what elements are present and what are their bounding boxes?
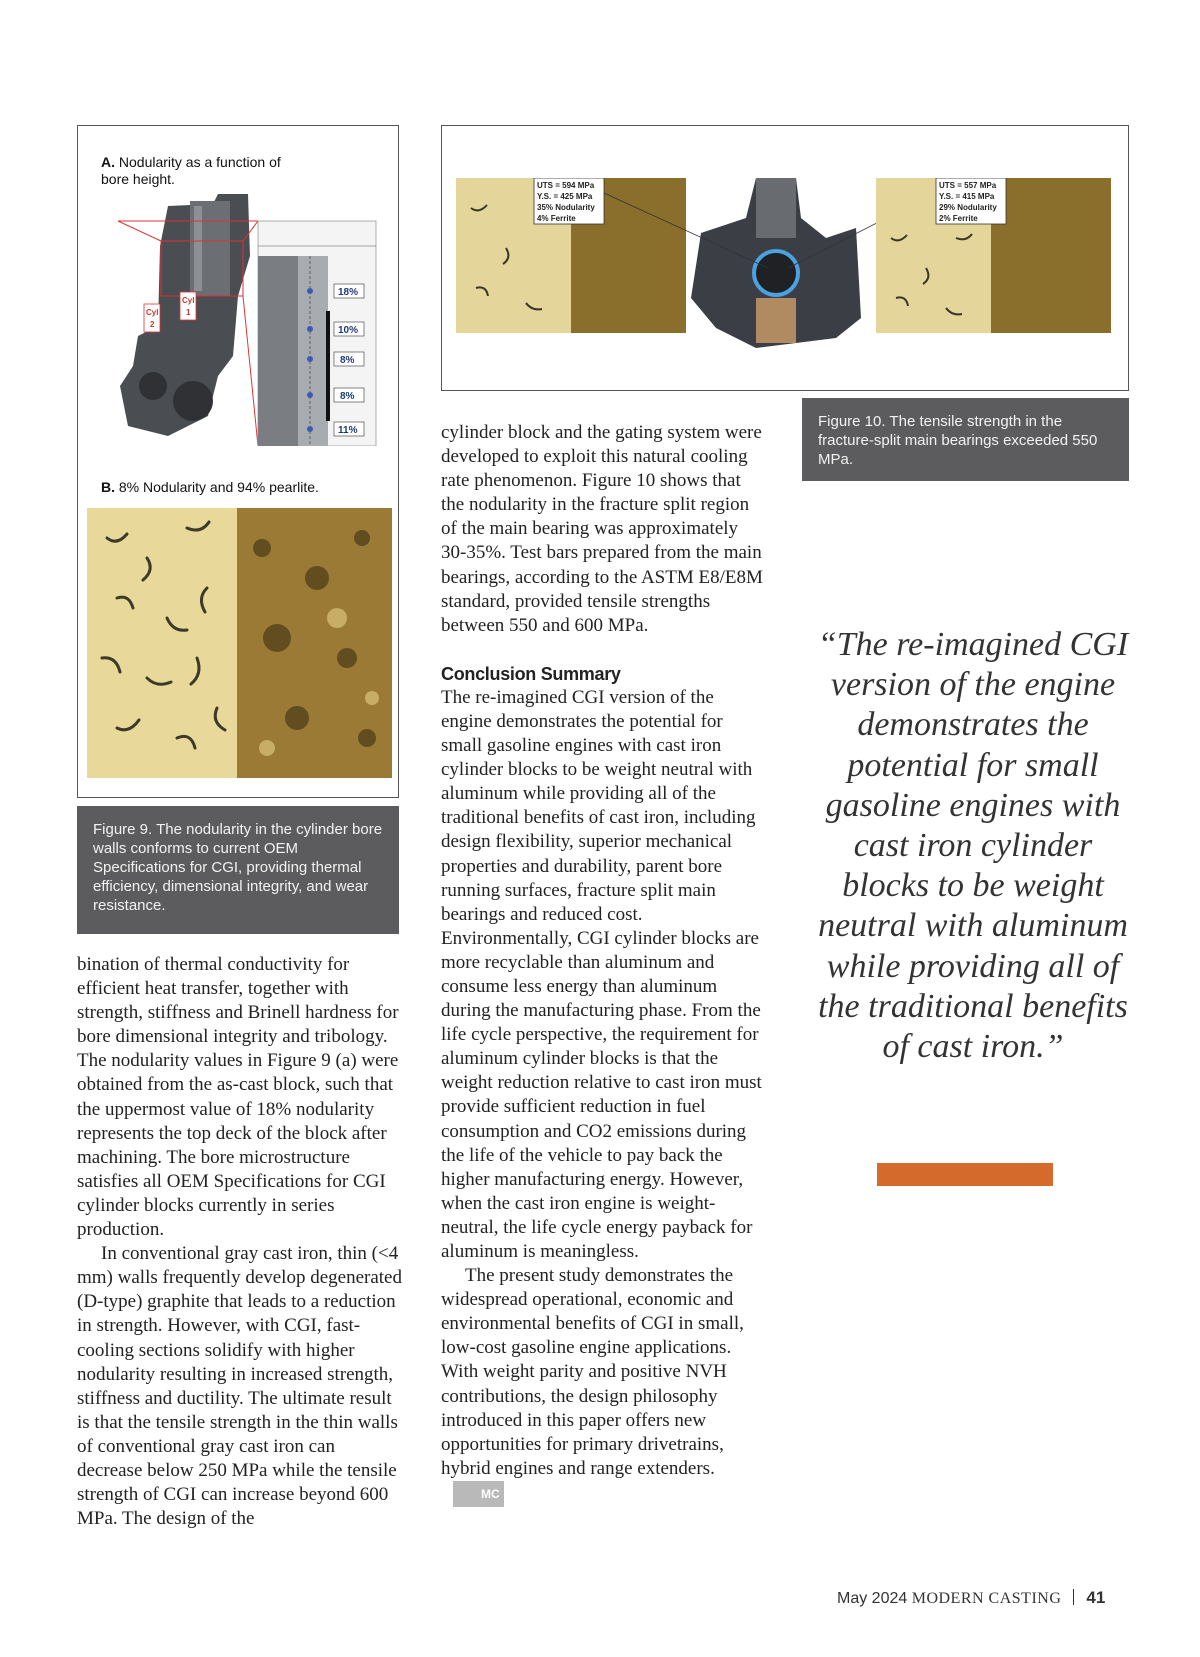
right-ys: Y.S. = 415 MPa xyxy=(939,192,995,201)
micrograph-left-panel xyxy=(87,508,237,778)
texture-spot xyxy=(305,566,329,590)
right-nodularity: 29% Nodularity xyxy=(939,203,997,212)
figure-9-caption: Figure 9. The nodularity in the cylinder bore walls conforms to current OEM Specifications for CGI, providing thermal efficiency, dimensional integrity, and wear resistance. xyxy=(77,806,399,934)
pull-quote: “The re-imagined CGI version of the engine demonstrates the potential for small gasoline engines with cast iron cylinder blocks to be weight neutral with aluminum while providing all of the traditional benefits of cast iron.” xyxy=(817,626,1129,1066)
micrograph-8pct-nodularity xyxy=(87,508,392,778)
highlight-spot xyxy=(259,740,275,756)
left-nodularity: 35% Nodularity xyxy=(537,203,595,212)
measurement-point xyxy=(307,326,313,332)
highlight-spot xyxy=(365,691,379,705)
crank-bore xyxy=(173,381,213,421)
texture-spot xyxy=(263,624,291,652)
measurement-point xyxy=(307,392,313,398)
main-bearing-micrograph-figure xyxy=(456,178,1116,358)
leader-line xyxy=(243,296,258,446)
main-bearing-ring xyxy=(754,251,798,295)
cyl-2-number: 2 xyxy=(150,320,155,329)
highlight-spot xyxy=(327,608,347,628)
measurement-bar xyxy=(326,311,330,421)
measurement-point xyxy=(307,356,313,362)
left-ys: Y.S. = 425 MPa xyxy=(537,192,593,201)
column-1 xyxy=(77,953,404,1531)
page-number: 41 xyxy=(1086,1588,1106,1607)
figure-9a-label: A. Nodularity as a function of bore height. xyxy=(101,154,281,187)
texture-spot xyxy=(358,729,376,747)
magazine-name: MODERN CASTING xyxy=(911,1590,1062,1607)
cyl-1-number: 1 xyxy=(186,308,191,317)
leader-line xyxy=(118,221,161,241)
nodularity-marker-5: 11% xyxy=(338,425,358,436)
nodularity-marker-1: 18% xyxy=(338,287,359,298)
crank-bore-2 xyxy=(139,372,167,400)
measurement-point xyxy=(307,426,313,432)
column-2-paragraph-3-text: The present study demonstrates the widespread operational, economic and environmental benefits of CGI in small, low-cost gasoline engine applications. With weight parity and positive NVH contributions, the design philosophy introduced in this paper offers new opportunities for primary drivetrains, hybrid engines and range extenders. xyxy=(441,1265,744,1479)
cylinder-section xyxy=(756,178,796,238)
texture-spot xyxy=(253,539,271,557)
cyl-1-word: Cyl xyxy=(182,296,195,305)
column-2 xyxy=(441,421,766,1507)
conclusion-heading: Conclusion Summary xyxy=(441,663,621,684)
left-uts: UTS = 594 MPa xyxy=(537,181,595,190)
bore-wall-inner xyxy=(298,256,328,446)
right-uts: UTS = 557 MPa xyxy=(939,181,997,190)
figure-10 xyxy=(441,125,1129,391)
bearing-cap xyxy=(756,298,796,343)
mc-end-badge: MC xyxy=(453,1481,504,1507)
footer-separator xyxy=(1073,1589,1074,1605)
column-1-paragraph-1: bination of thermal conductivity for efficient heat transfer, together with strength, stiffness and Brinell hardness for bore dimensional integrity and tribology. The nodularity values in Figure 9 (a) were obtained from the as-cast block, such that the uppermost value of 18% nodularity represents the top deck of the block after machining. The bore microstructure satisfies all OEM Specifications for CGI cylinder blocks currently in series production. xyxy=(77,954,399,1241)
pull-quote-accent-bar xyxy=(877,1163,1053,1186)
cyl-2-word: Cyl xyxy=(146,308,159,317)
bore-highlight xyxy=(194,206,202,291)
right-ferrite: 2% Ferrite xyxy=(939,214,978,223)
column-1-paragraph-2: In conventional gray cast iron, thin (<4 mm) walls frequently develop degenerated (D-type) graphite that leads to a reduction in strength. However, with CGI, fast-cooling sections solidify with higher nodularity resulting in increased strength, stiffness and ductility. The ultimate result is that the tensile strength in the thin walls of conventional gray cast iron can decrease below 250 MPa while the tensile strength of CGI can increase beyond 600 MPa. The design of the xyxy=(77,1243,402,1530)
figure-9 xyxy=(77,125,399,798)
texture-spot xyxy=(337,648,357,668)
issue-date: May 2024 xyxy=(837,1590,908,1607)
engine-block-nodularity-diagram xyxy=(98,186,378,446)
figure-9b-label: B. 8% Nodularity and 94% pearlite. xyxy=(101,479,319,495)
measurement-point xyxy=(307,288,313,294)
texture-spot xyxy=(354,530,370,546)
nodularity-marker-3: 8% xyxy=(340,355,355,366)
page-footer xyxy=(837,1588,1105,1608)
nodularity-marker-2: 10% xyxy=(338,325,359,336)
texture-spot xyxy=(285,706,309,730)
column-2-paragraph-1: cylinder block and the gating system were developed to exploit this natural cooling rate phenomenon. Figure 10 shows that the nodularity in the fracture split region of the main bearing was approximately 30-35%. Test bars prepared from the main bearings, according to the ASTM E8/E8M standard, provided tensile strengths between 550 and 600 MPa. xyxy=(441,422,763,636)
column-2-paragraph-3 xyxy=(441,1264,766,1507)
left-ferrite: 4% Ferrite xyxy=(537,214,576,223)
right-micro-dark xyxy=(991,178,1111,333)
figure-10-caption: Figure 10. The tensile strength in the fracture-split main bearings exceeded 550 MPa. xyxy=(802,398,1129,481)
column-2-paragraph-2: The re-imagined CGI version of the engine demonstrates the potential for small gasoline engines with cast iron cylinder blocks to be weight neutral with aluminum while providing all of the traditional benefits of cast iron, including design flexibility, superior mechanical properties and durability, parent bore running surfaces, fracture split main bearings and reduced cost. Environmentally, CGI cylinder blocks are more recyclable than aluminum and consume less energy than aluminum during the manufacturing phase. From the life cycle perspective, the requirement for aluminum cylinder blocks is that the weight reduction relative to cast iron must provide sufficient reduction in fuel consumption and CO2 emissions during the life of the vehicle to pay back the higher manufacturing energy. However, when the cast iron engine is weight-neutral, the life cycle energy payback for aluminum is meaningless. xyxy=(441,686,762,1262)
nodularity-marker-4: 8% xyxy=(340,391,355,402)
